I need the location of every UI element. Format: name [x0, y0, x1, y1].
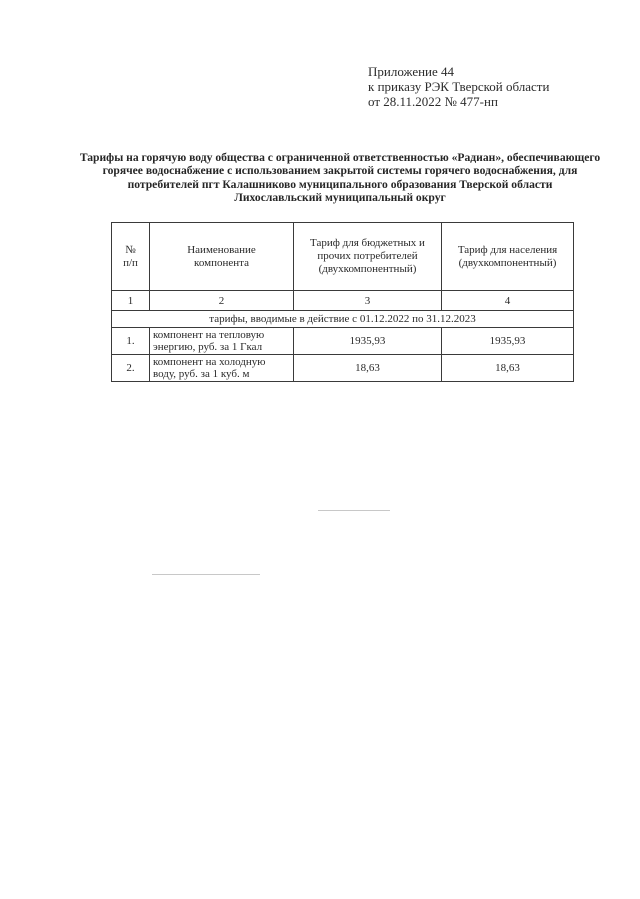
scan-artifact — [152, 574, 260, 575]
header-budget-line-3: (двухкомпонентный) — [318, 263, 417, 275]
column-index-1: 1 — [112, 291, 150, 311]
row-number: 1. — [112, 328, 150, 355]
title-line-2: горячее водоснабжение с использованием закрытой системы горячего водоснабжения, для — [102, 164, 578, 178]
header-budget-line-2: прочих потребителей — [317, 250, 418, 262]
header-budget-tariff — [294, 223, 442, 291]
row-population-tariff: 1935,93 — [442, 328, 574, 355]
row-budget-tariff: 1935,93 — [294, 328, 442, 355]
header-component-line-2: компонента — [194, 256, 249, 269]
column-index-3: 3 — [294, 291, 442, 311]
column-index-row — [112, 291, 574, 311]
table-row — [112, 355, 574, 382]
row-number: 2. — [112, 355, 150, 382]
period-label: тарифы, вводимые в действие с 01.12.2022 по 31.12.2023 — [112, 311, 574, 328]
row-budget-tariff: 18,63 — [294, 355, 442, 382]
row-component-name-line-2: энергию, руб. за 1 Гкал — [153, 341, 263, 353]
annex-number: Приложение 44 — [368, 64, 455, 79]
header-component-line-1: Наименование — [187, 243, 256, 256]
tariff-table — [111, 222, 574, 382]
row-component-name — [150, 355, 294, 382]
header-number — [112, 223, 150, 291]
table-header-row — [112, 223, 574, 291]
column-index-2: 2 — [150, 291, 294, 311]
header-population-line-1: Тариф для населения — [457, 243, 558, 256]
title-line-1: Тарифы на горячую воду общества с ограниченной ответственностью «Радиан», обеспечивающего — [79, 151, 601, 164]
header-number-line-1: № — [125, 243, 136, 256]
header-component — [150, 223, 294, 291]
row-component-name-line-2: воду, руб. за 1 куб. м — [153, 368, 250, 380]
table-row — [112, 328, 574, 355]
header-number-line-2: п/п — [123, 256, 138, 269]
title-line-3: потребителей пгт Калашниково муниципального образования Тверской области — [127, 177, 553, 191]
annex-order: к приказу РЭК Тверской области — [368, 79, 550, 94]
column-index-4: 4 — [442, 291, 574, 311]
title-line-4: Лихославльский муниципальный округ — [234, 191, 446, 205]
row-component-name-line-1: компонент на тепловую — [153, 328, 265, 341]
annex-date: от 28.11.2022 № 477-нп — [368, 94, 498, 109]
scan-artifact — [318, 510, 390, 511]
row-component-name — [150, 328, 294, 355]
document-title — [60, 151, 620, 205]
annex-reference — [368, 64, 549, 109]
header-population-tariff — [442, 223, 574, 291]
row-component-name-line-1: компонент на холодную — [153, 355, 266, 368]
row-population-tariff: 18,63 — [442, 355, 574, 382]
header-budget-line-1: Тариф для бюджетных и — [310, 237, 425, 249]
header-population-line-2: (двухкомпонентный) — [458, 256, 557, 269]
period-row — [112, 311, 574, 328]
